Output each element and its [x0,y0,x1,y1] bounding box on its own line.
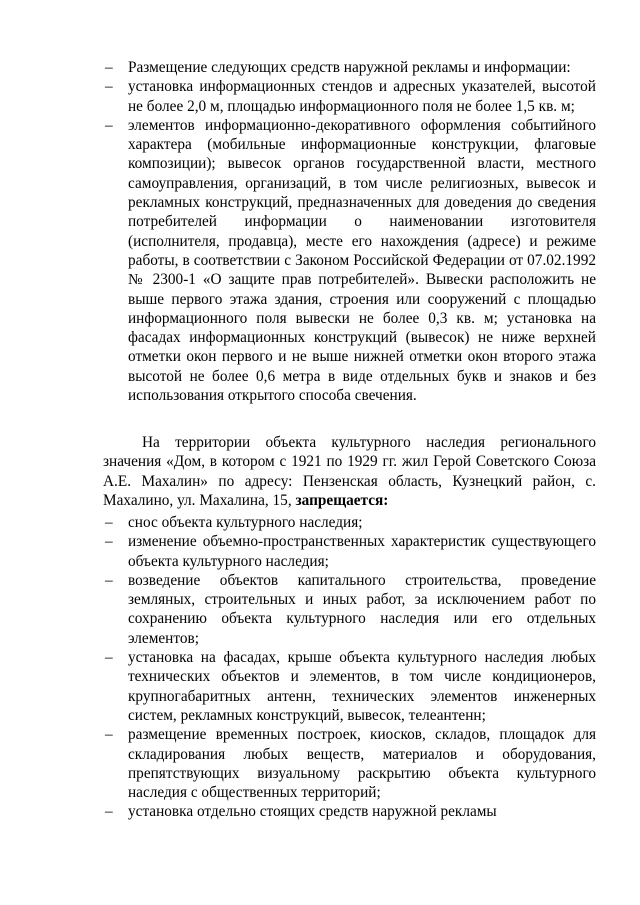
list-item-text: установка отдельно стоящих средств наружной рекламы [128,803,497,821]
list-item [103,725,596,802]
paragraph-text: На территории объекта культурного наследия регионального значения «Дом, в котором с 1921 по 1929 гг. жил Герой Советского Союза А.Е. Махалин» по адресу: Пензенская область, Кузнецкий район, с. Махалино, ул. Махалина, 15, [103,434,596,509]
prohibitions-intro-paragraph [103,433,596,510]
list-item [103,513,596,532]
list-item-text: возведение объектов капитального строительства, проведение земляных, строительных и иных работ, за исключением работ по сохранению объекта культурного наследия или его отдельных элементов; [128,571,596,647]
list-dash: – [105,726,113,744]
prohibited-list [103,513,596,822]
list-dash: – [105,59,113,76]
list-dash: – [105,514,113,531]
paragraph-emphasis: запрещается: [295,491,389,509]
list-item-text: элементов информационно-декоративного оформления событийного характера (мобильные информационные конструкции, флаговые композиции); вывесок органов государственной власти, местного самоуправления, организаций, в том числе религиозных, вывесок и рекламных конструкций, предназначенных для доведения до сведения потребителей информации о наименовании изготовителя (исполнителя, продавца), месте его нахождения (адресе) и режиме работы, в соответствии с Законом Российской Федерации от 07.02.1992 № 2300-1 «О защите прав потребителей». Вывески расположить не выше первого этажа здания, строения или сооружений с площадью информационного поля вывески не более 0,3 кв. м; установка на фасадах информационных конструкций (вывесок) не ниже верхней отметки окон первого и не выше нижней отметки окон второго этажа высотой не более 0,6 метра в виде отдельных букв и знаков и без использования открытого способа свечения. [128,116,596,405]
list-item-text: размещение временных построек, киосков, складов, площадок для складирования любых веществ, материалов и оборудования, препятствующих визуальному раскрытию объекта культурного наследия с общественных территорий; [128,726,596,802]
list-item-text: Размещение следующих средств наружной рекламы и информации: [128,59,571,76]
list-item [103,571,596,648]
list-item-text: изменение объемно-пространственных характеристик существующего объекта культурного наследия; [128,533,596,570]
list-dash: – [105,116,113,134]
list-item [103,802,596,821]
list-dash: – [105,533,113,551]
list-item [103,116,596,405]
list-dash: – [105,649,113,667]
list-dash: – [105,803,113,821]
list-item-text: установка на фасадах, крыше объекта культурного наследия любых технических объектов и элементов, в том числе кондиционеров, крупногабаритных антенн, технических элементов инженерных систем, рекламных конструкций, вывесок, телеантенн; [128,649,596,724]
list-dash: – [105,571,113,589]
allowed-list [103,58,596,405]
list-item-text: установка информационных стендов и адресных указателей, высотой не более 2,0 м, площадью информационного поля не более 1,5 кв. м; [128,78,596,115]
list-item [103,58,596,77]
list-item [103,532,596,571]
list-dash: – [105,78,113,96]
list-item [103,77,596,116]
list-item [103,648,596,725]
list-item-text: снос объекта культурного наследия; [128,514,363,531]
